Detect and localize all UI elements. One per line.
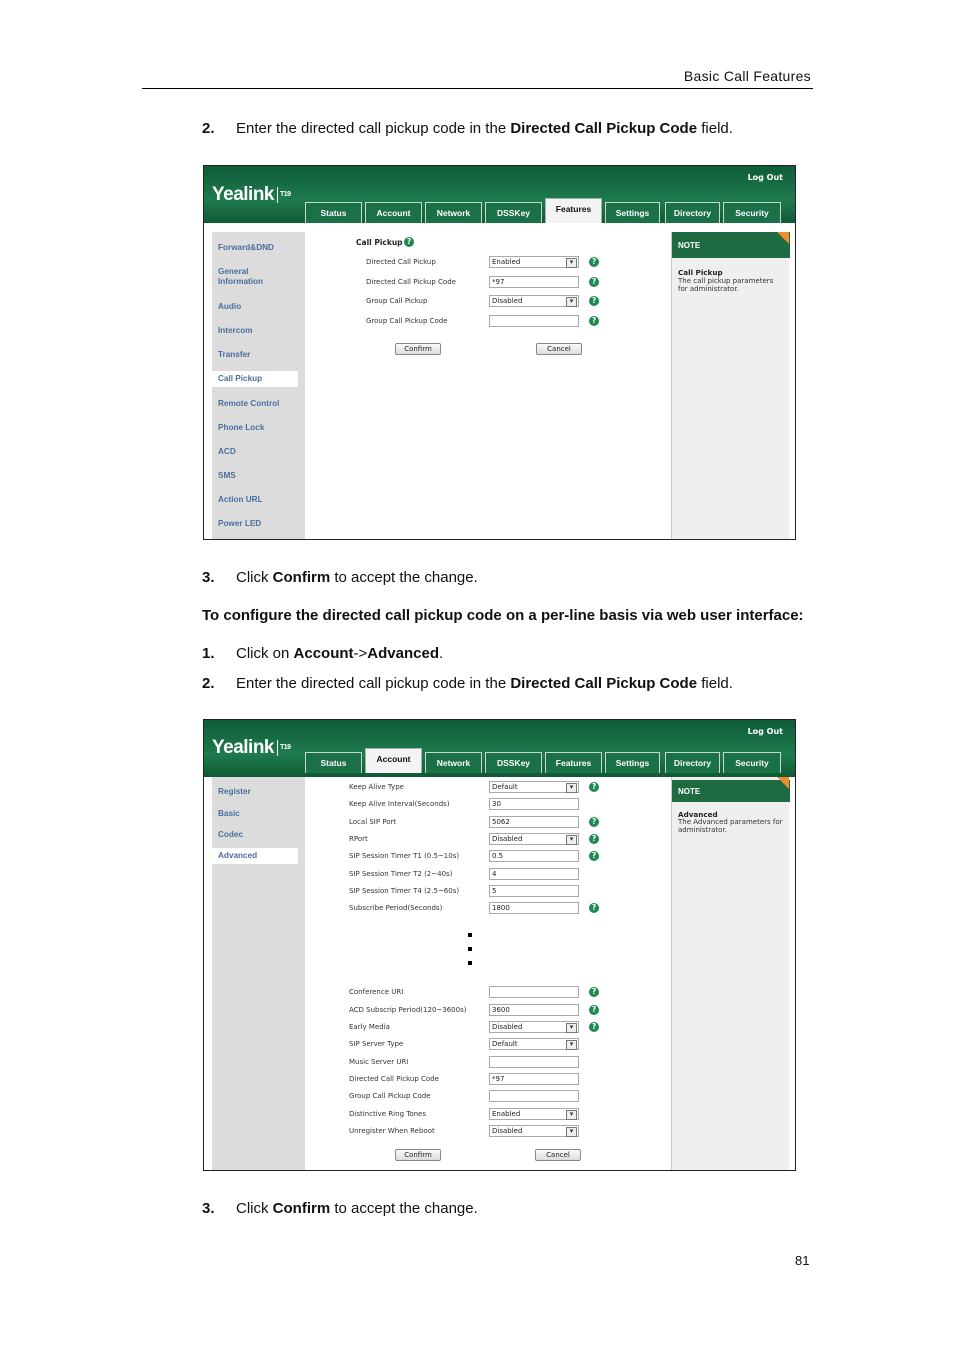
step-bold: Confirm xyxy=(272,569,331,586)
field-label: Distinctive Ring Tones xyxy=(349,1110,426,1118)
note-body: The Advanced parameters for administrator. xyxy=(678,818,783,834)
form-row-unregister-when-reboot xyxy=(204,1125,664,1137)
step-number: 2. xyxy=(202,675,215,692)
step-number: 2. xyxy=(202,120,215,137)
sidebar-item-acd[interactable]: ACD xyxy=(218,447,236,456)
input-acd-subscrip-period-120-3600s[interactable]: 3600 xyxy=(489,1004,579,1016)
step-text: Click on xyxy=(236,645,294,662)
web-ui-header xyxy=(204,166,795,223)
step-number: 1. xyxy=(202,645,215,662)
sidebar-item-remote-control[interactable]: Remote Control xyxy=(218,399,280,408)
tab-features[interactable]: Features xyxy=(545,752,602,773)
confirm-button[interactable]: Confirm xyxy=(395,343,441,355)
help-icon[interactable]: ? xyxy=(589,817,599,827)
form-row-sip-session-timer-t1-0-5-10s xyxy=(204,850,664,862)
tab-dsskey[interactable]: DSSKey xyxy=(485,202,542,223)
help-icon[interactable]: ? xyxy=(589,277,599,287)
sidebar-item-intercom[interactable]: Intercom xyxy=(218,326,253,335)
input-group-call-pickup-code[interactable] xyxy=(489,1090,579,1102)
step-bold: Account xyxy=(293,645,354,662)
tab-settings[interactable]: Settings xyxy=(605,752,660,773)
form-row-sip-server-type xyxy=(204,1038,664,1050)
logout-link[interactable]: Log Out xyxy=(747,727,783,736)
step-text: Click xyxy=(236,569,273,586)
logo-text: Yealink xyxy=(212,737,274,758)
tab-status[interactable]: Status xyxy=(305,202,362,223)
help-icon[interactable]: ? xyxy=(589,782,599,792)
input-subscribe-period-seconds[interactable]: 1800 xyxy=(489,902,579,914)
web-ui-header xyxy=(204,720,795,777)
confirm-button[interactable]: Confirm xyxy=(395,1149,441,1161)
help-icon[interactable]: ? xyxy=(589,257,599,267)
form-row-directed-call-pickup-code xyxy=(204,276,664,288)
field-label: Subscribe Period(Seconds) xyxy=(349,904,443,912)
sidebar-item-power-led[interactable]: Power LED xyxy=(218,519,262,528)
field-label: Directed Call Pickup Code xyxy=(349,1075,439,1083)
tab-dsskey[interactable]: DSSKey xyxy=(485,752,542,773)
step-text: field. xyxy=(697,120,733,137)
help-icon[interactable]: ? xyxy=(589,987,599,997)
model-label: T19 xyxy=(280,744,291,752)
tab-status[interactable]: Status xyxy=(305,752,362,773)
form-row-keep-alive-interval-seconds xyxy=(204,798,664,810)
step-bold: Confirm xyxy=(272,1200,331,1217)
sidebar-item-call-pickup[interactable]: Call Pickup xyxy=(212,371,298,387)
input-local-sip-port[interactable]: 5062 xyxy=(489,816,579,828)
screenshot-account-advanced xyxy=(203,719,796,1171)
note-corner xyxy=(777,232,789,244)
step-bold: Directed Call Pickup Code xyxy=(510,675,698,692)
select-rport[interactable]: Disabled ▾ xyxy=(489,833,579,845)
tab-features[interactable]: Features xyxy=(545,198,602,223)
input-music-server-uri[interactable] xyxy=(489,1056,579,1068)
step-text: Enter the directed call pickup code in the xyxy=(236,675,511,692)
help-icon[interactable]: ? xyxy=(589,296,599,306)
yealink-logo xyxy=(212,184,291,206)
input-keep-alive-interval-seconds[interactable]: 30 xyxy=(489,798,579,810)
sidebar-item-general-information[interactable]: General Information xyxy=(218,267,264,286)
tab-security[interactable]: Security xyxy=(723,752,781,773)
ellipsis-dot xyxy=(468,947,472,951)
sidebar-item-phone-lock[interactable]: Phone Lock xyxy=(218,423,265,432)
cancel-button[interactable]: Cancel xyxy=(536,343,582,355)
form-row-directed-call-pickup-code xyxy=(204,1073,664,1085)
tab-settings[interactable]: Settings xyxy=(605,202,660,223)
page-header-title: Basic Call Features xyxy=(683,68,811,84)
step-number: 3. xyxy=(202,1200,215,1217)
field-label: Keep Alive Interval(Seconds) xyxy=(349,800,450,808)
ellipsis-dot xyxy=(468,933,472,937)
step-text: . xyxy=(439,645,444,662)
field-label: Directed Call Pickup Code xyxy=(366,278,456,286)
sidebar-item-action-url[interactable]: Action URL xyxy=(218,495,263,504)
screenshot-call-pickup xyxy=(203,165,796,540)
form-row-sip-session-timer-t4-2-5-60s xyxy=(204,885,664,897)
help-icon[interactable]: ? xyxy=(589,1022,599,1032)
help-icon[interactable]: ? xyxy=(589,903,599,913)
field-label: Early Media xyxy=(349,1023,390,1031)
note-title: Call Pickup xyxy=(678,268,723,277)
note-panel xyxy=(671,232,789,540)
form-row-early-media xyxy=(204,1021,664,1033)
yealink-logo xyxy=(212,737,291,759)
tab-directory[interactable]: Directory xyxy=(665,202,720,223)
field-label: Group Call Pickup Code xyxy=(349,1092,431,1100)
input-directed-call-pickup-code[interactable]: *97 xyxy=(489,1073,579,1085)
form-row-sip-session-timer-t2-2-40s xyxy=(204,868,664,880)
form-row-subscribe-period-seconds xyxy=(204,902,664,914)
tab-security[interactable]: Security xyxy=(723,202,781,223)
sidebar-item-sms[interactable]: SMS xyxy=(218,471,236,480)
select-distinctive-ring-tones[interactable]: Enabled ▾ xyxy=(489,1108,579,1120)
logo-text: Yealink xyxy=(212,184,274,205)
step-bold: Advanced xyxy=(367,645,439,662)
field-label: RPort xyxy=(349,835,368,843)
note-body: The call pickup parameters for administrator. xyxy=(678,277,774,293)
step-text: to accept the change. xyxy=(330,569,478,586)
sidebar-item-advanced[interactable]: Advanced xyxy=(212,848,298,864)
sidebar-item-basic[interactable]: Basic xyxy=(218,809,240,818)
form-row-group-call-pickup-code xyxy=(204,315,664,327)
form-row-distinctive-ring-tones xyxy=(204,1108,664,1120)
input-group-call-pickup-code[interactable] xyxy=(489,315,579,327)
field-label: SIP Session Timer T4 (2.5~60s) xyxy=(349,887,460,895)
section-title: Call Pickup xyxy=(356,238,403,247)
note-title: Advanced xyxy=(678,810,718,819)
cancel-button[interactable]: Cancel xyxy=(535,1149,581,1161)
help-icon[interactable]: ? xyxy=(404,237,414,247)
sidebar-item-codec[interactable]: Codec xyxy=(218,830,244,839)
input-sip-session-timer-t2-2-40s[interactable]: 4 xyxy=(489,868,579,880)
field-label: ACD Subscrip Period(120~3600s) xyxy=(349,1006,467,1014)
field-label: SIP Server Type xyxy=(349,1040,404,1048)
step-bold: Directed Call Pickup Code xyxy=(510,120,698,137)
field-label: Directed Call Pickup xyxy=(366,258,436,266)
sidebar-item-forward-dnd[interactable]: Forward&DND xyxy=(218,243,274,252)
step-text: to accept the change. xyxy=(330,1200,478,1217)
help-icon[interactable]: ? xyxy=(589,834,599,844)
input-sip-session-timer-t1-0-5-10s[interactable]: 0.5 xyxy=(489,850,579,862)
step-text: field. xyxy=(697,675,733,692)
model-label: T19 xyxy=(280,191,291,199)
select-directed-call-pickup[interactable]: Enabled ▾ xyxy=(489,256,579,268)
note-panel xyxy=(671,777,789,1171)
note-corner xyxy=(777,777,789,789)
note-header: NOTE xyxy=(672,780,790,802)
field-label: SIP Session Timer T1 (0.5~10s) xyxy=(349,852,460,860)
step-text: -> xyxy=(353,645,368,662)
help-icon[interactable]: ? xyxy=(589,1005,599,1015)
help-icon[interactable]: ? xyxy=(589,316,599,326)
logout-link[interactable]: Log Out xyxy=(747,173,783,182)
field-label: Conference URI xyxy=(349,988,404,996)
form-row-directed-call-pickup xyxy=(204,256,664,268)
help-icon[interactable]: ? xyxy=(589,851,599,861)
select-keep-alive-type[interactable]: Default ▾ xyxy=(489,781,579,793)
step-text: Click xyxy=(236,1200,273,1217)
note-header: NOTE xyxy=(672,232,790,258)
field-label: Group Call Pickup xyxy=(366,297,428,305)
form-row-keep-alive-type xyxy=(204,781,664,793)
input-sip-session-timer-t4-2-5-60s[interactable]: 5 xyxy=(489,885,579,897)
form-row-acd-subscrip-period-120-3600s xyxy=(204,1004,664,1016)
page-header xyxy=(142,66,813,89)
select-unregister-when-reboot[interactable]: Disabled ▾ xyxy=(489,1125,579,1137)
form-row-group-call-pickup-code xyxy=(204,1090,664,1102)
procedure-heading: To configure the directed call pickup code on a per-line basis via web user interface: xyxy=(202,607,804,624)
select-early-media[interactable]: Disabled ▾ xyxy=(489,1021,579,1033)
tab-account[interactable]: Account xyxy=(365,748,422,773)
form-row-conference-uri xyxy=(204,986,664,998)
field-label: Group Call Pickup Code xyxy=(366,317,448,325)
ellipsis-dot xyxy=(468,961,472,965)
tab-network[interactable]: Network xyxy=(425,202,482,223)
field-label: SIP Session Timer T2 (2~40s) xyxy=(349,870,453,878)
field-label: Unregister When Reboot xyxy=(349,1127,435,1135)
sidebar-item-register[interactable]: Register xyxy=(218,787,251,796)
form-row-group-call-pickup xyxy=(204,295,664,307)
field-label: Music Server URI xyxy=(349,1058,409,1066)
sidebar-item-transfer[interactable]: Transfer xyxy=(218,350,251,359)
form-row-music-server-uri xyxy=(204,1056,664,1068)
tab-directory[interactable]: Directory xyxy=(665,752,720,773)
step-text: Enter the directed call pickup code in the xyxy=(236,120,511,137)
input-directed-call-pickup-code[interactable]: *97 xyxy=(489,276,579,288)
field-label: Local SIP Port xyxy=(349,818,397,826)
field-label: Keep Alive Type xyxy=(349,783,404,791)
tab-account[interactable]: Account xyxy=(365,202,422,223)
page-number: 81 xyxy=(795,1253,810,1268)
select-group-call-pickup[interactable]: Disabled ▾ xyxy=(489,295,579,307)
tab-network[interactable]: Network xyxy=(425,752,482,773)
step-number: 3. xyxy=(202,569,215,586)
input-conference-uri[interactable] xyxy=(489,986,579,998)
form-row-rport xyxy=(204,833,664,845)
form-row-local-sip-port xyxy=(204,816,664,828)
select-sip-server-type[interactable]: Default ▾ xyxy=(489,1038,579,1050)
sidebar-item-audio[interactable]: Audio xyxy=(218,302,242,311)
